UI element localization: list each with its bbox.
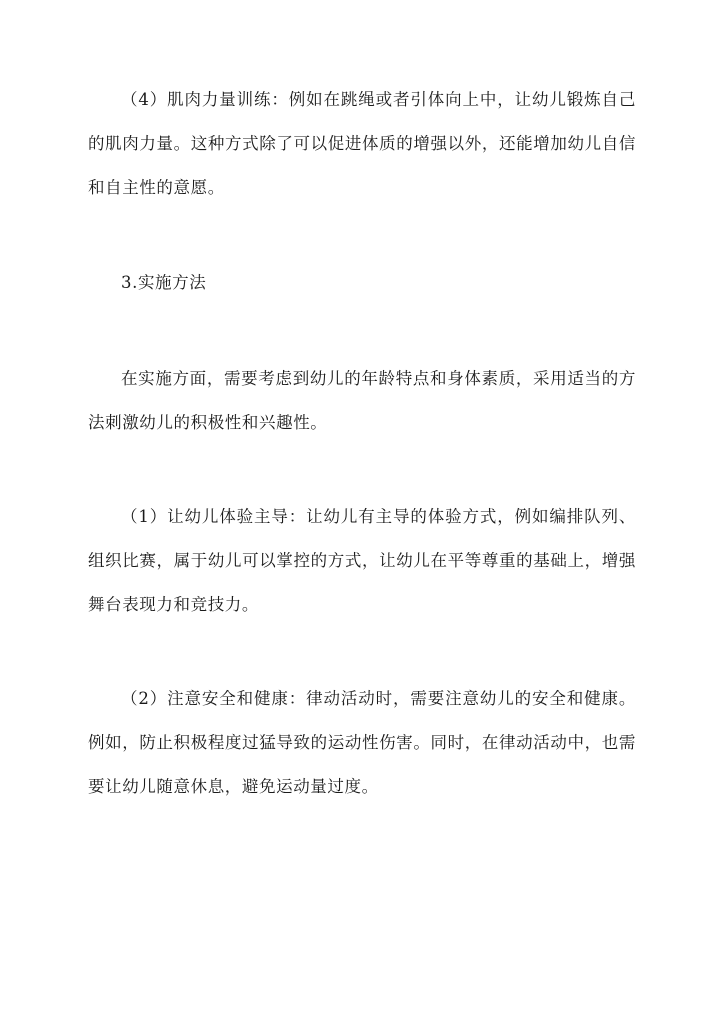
paragraph-implementation-intro: 在实施方面，需要考虑到幼儿的年龄特点和身体素质，采用适当的方法刺激幼儿的积极性和兴趣性。 xyxy=(88,369,636,432)
paragraph-muscle-strength-training: （4）肌肉力量训练：例如在跳绳或者引体向上中，让幼儿锻炼自己的肌肉力量。这种方式除了可以促进体质的增强以外，还能增加幼儿自信和自主性的意愿。 xyxy=(88,90,636,197)
paragraph-child-led-experience: （1）让幼儿体验主导：让幼儿有主导的体验方式，例如编排队列、组织比赛，属于幼儿可以掌控的方式，让幼儿在平等尊重的基础上，增强舞台表现力和竞技力。 xyxy=(88,507,636,614)
paragraph-safety-and-health: （2）注意安全和健康：律动活动时，需要注意幼儿的安全和健康。例如，防止积极程度过猛导致的运动性伤害。同时，在律动活动中，也需要让幼儿随意休息，避免运动量过度。 xyxy=(88,689,636,796)
section-heading-implementation-methods: 3.实施方法 xyxy=(121,273,207,292)
